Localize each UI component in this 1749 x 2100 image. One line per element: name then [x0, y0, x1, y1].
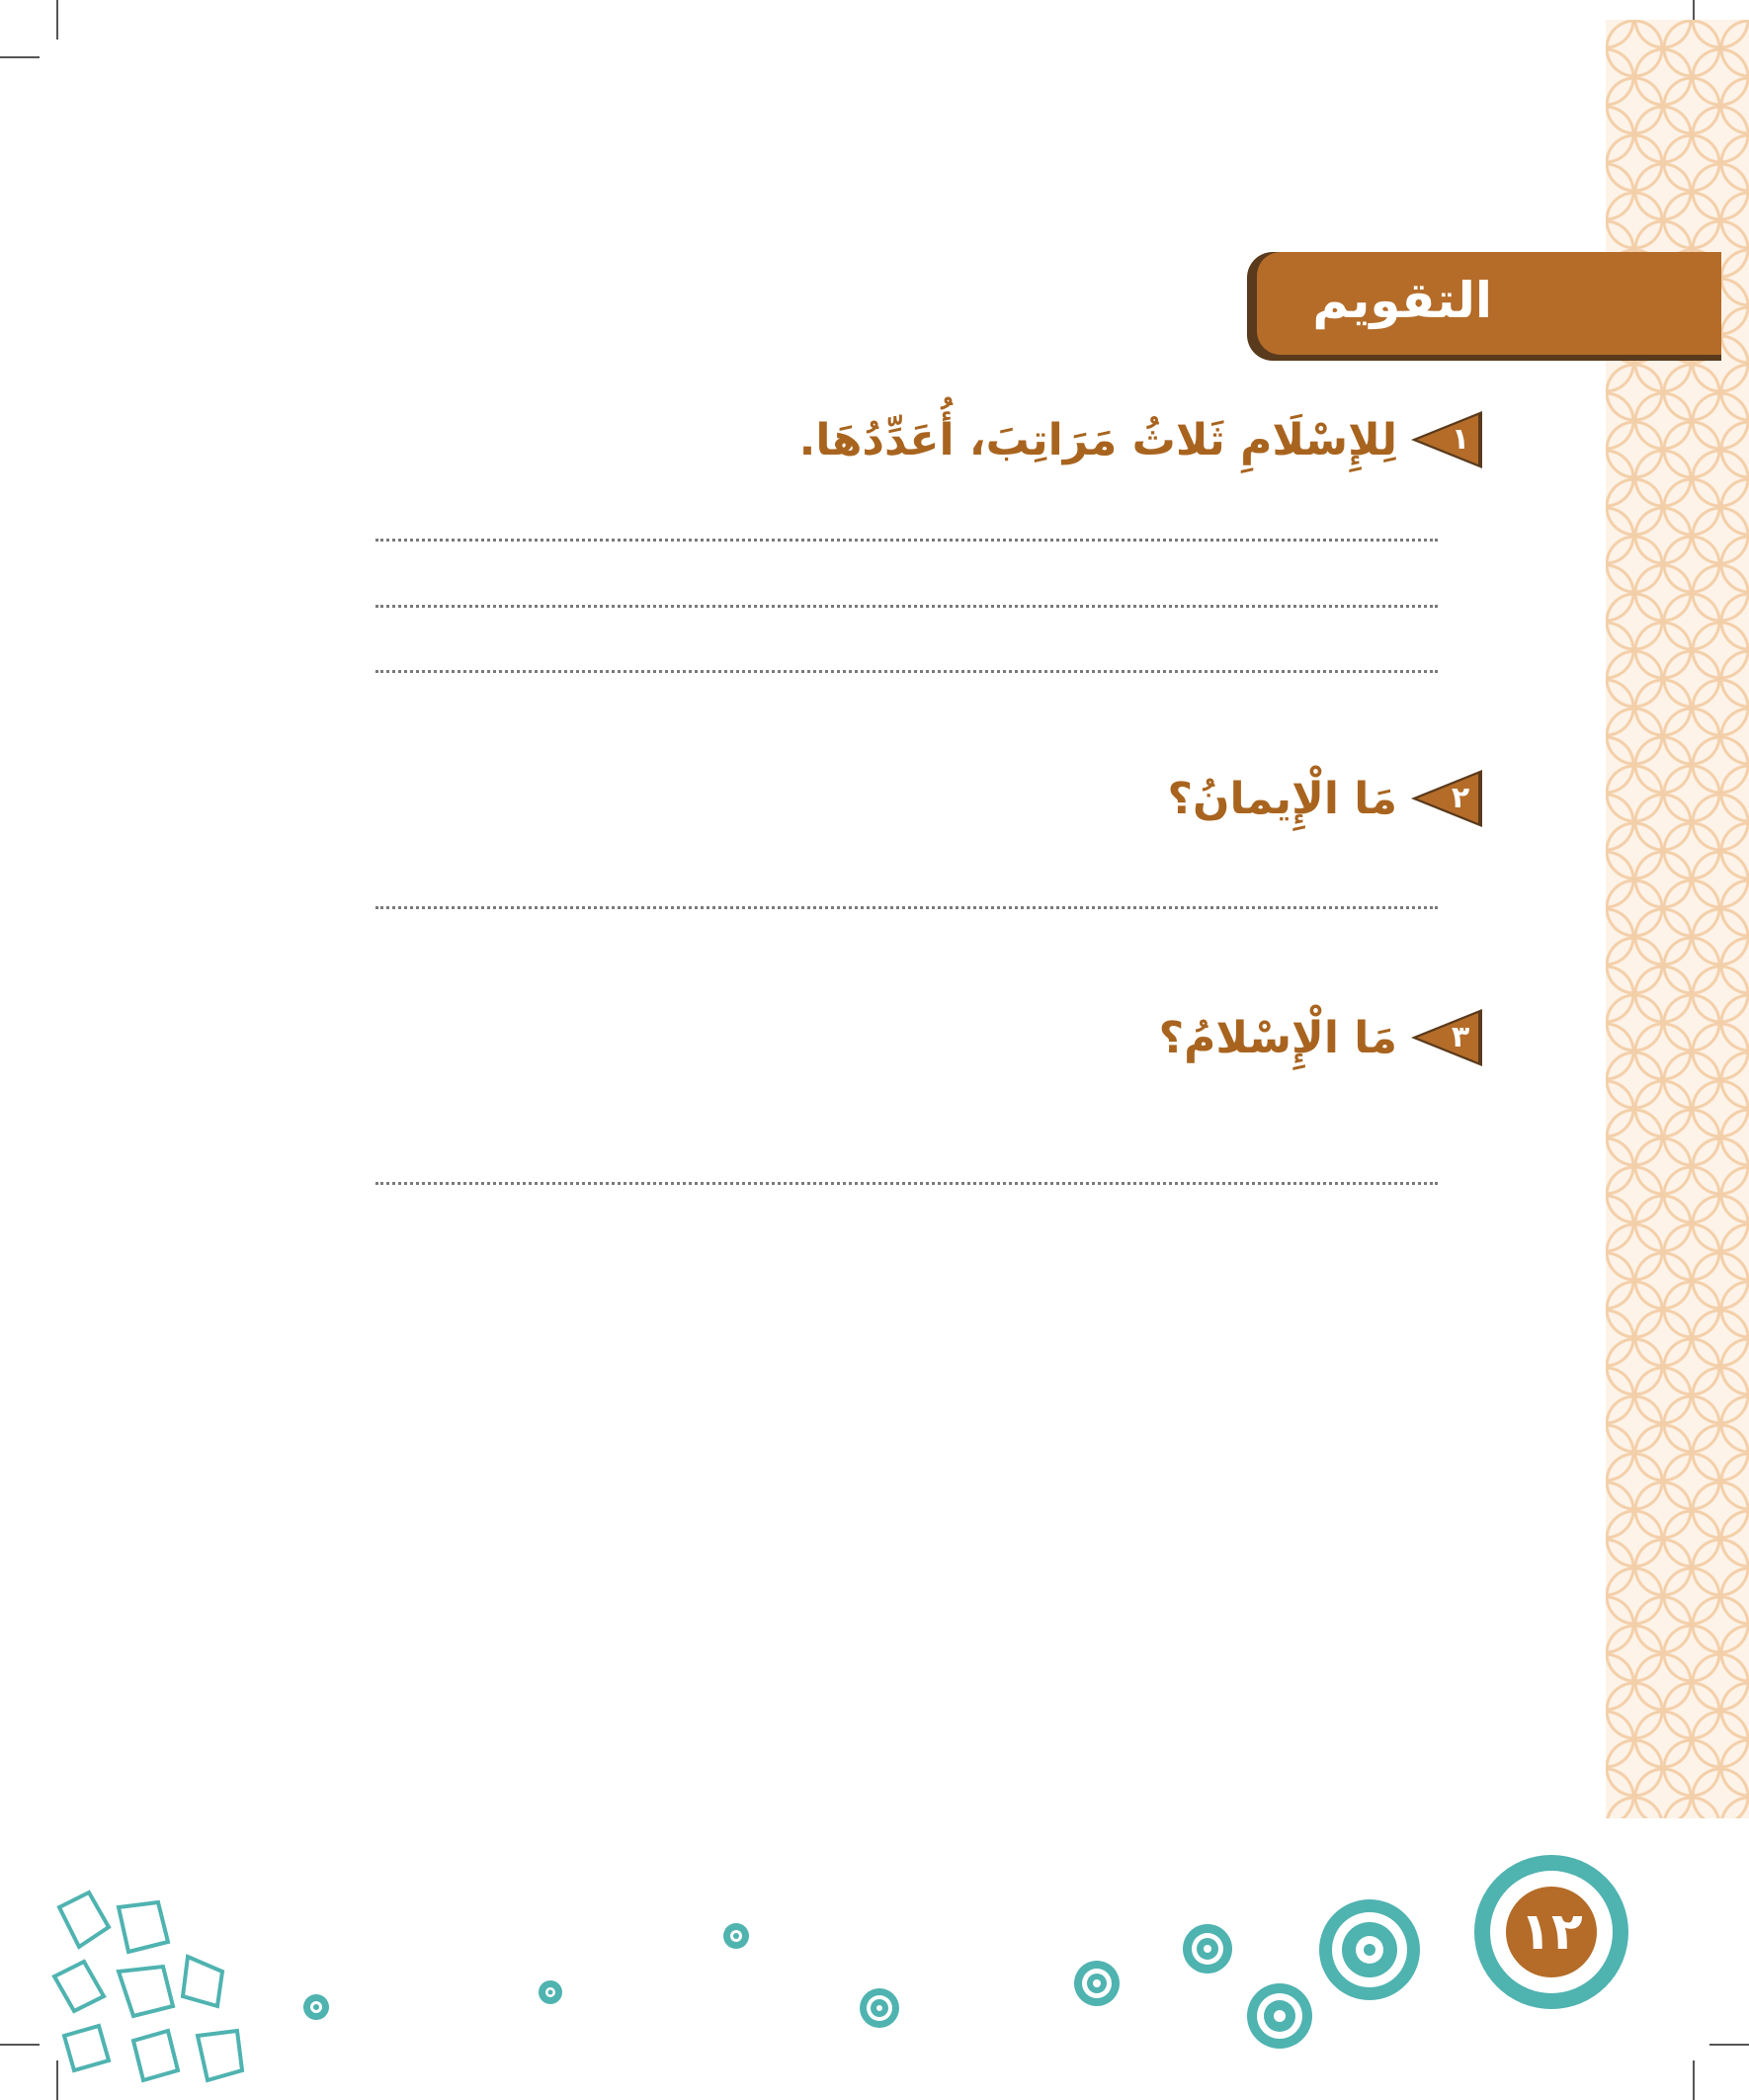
page-number: ١٢ — [1520, 1902, 1583, 1962]
crop-mark-bottom-right-h — [1709, 2044, 1749, 2046]
question-1 — [799, 400, 1482, 479]
crop-mark-bottom-left-h — [0, 2044, 40, 2046]
rosette-ornament-icon — [858, 1986, 901, 2030]
rosette-ornament-icon — [1181, 1922, 1234, 1975]
question-text: مَا الْإِسْلامُ؟ — [1158, 1012, 1397, 1063]
section-title: التقويم — [1312, 272, 1492, 329]
geometric-corner-icon — [49, 1888, 257, 2085]
rosette-ornament-icon — [537, 1978, 564, 2006]
answer-line[interactable] — [375, 670, 1438, 673]
rosette-ornament-icon — [1317, 1897, 1422, 2002]
rosette-ornament-icon — [1245, 1981, 1314, 2051]
answer-line[interactable] — [375, 906, 1438, 909]
question-marker — [1411, 770, 1482, 827]
crop-mark-top-left-v — [56, 0, 58, 40]
question-marker — [1411, 411, 1482, 468]
answer-line[interactable] — [375, 539, 1438, 542]
question-2 — [1167, 759, 1482, 838]
question-text: مَا الْإِيمانُ؟ — [1167, 773, 1397, 824]
rosette-ornament-icon — [301, 1992, 331, 2022]
rosette-ornament-icon — [1072, 1959, 1122, 2008]
rosette-ornament-icon — [721, 1921, 751, 1951]
answer-line[interactable] — [375, 1182, 1438, 1185]
answer-line[interactable] — [375, 605, 1438, 608]
crop-mark-bottom-right-v — [1693, 2060, 1695, 2100]
question-number: ١ — [1451, 422, 1470, 457]
question-text: لِلإِسْلَامِ ثَلاثُ مَرَاتِبَ، أُعَدِّدُهَا. — [798, 414, 1397, 465]
question-3 — [1159, 998, 1482, 1077]
question-number: ٣ — [1451, 1020, 1470, 1054]
question-number: ٢ — [1451, 781, 1470, 815]
crop-mark-top-left-h — [0, 56, 40, 58]
question-marker — [1411, 1009, 1482, 1066]
